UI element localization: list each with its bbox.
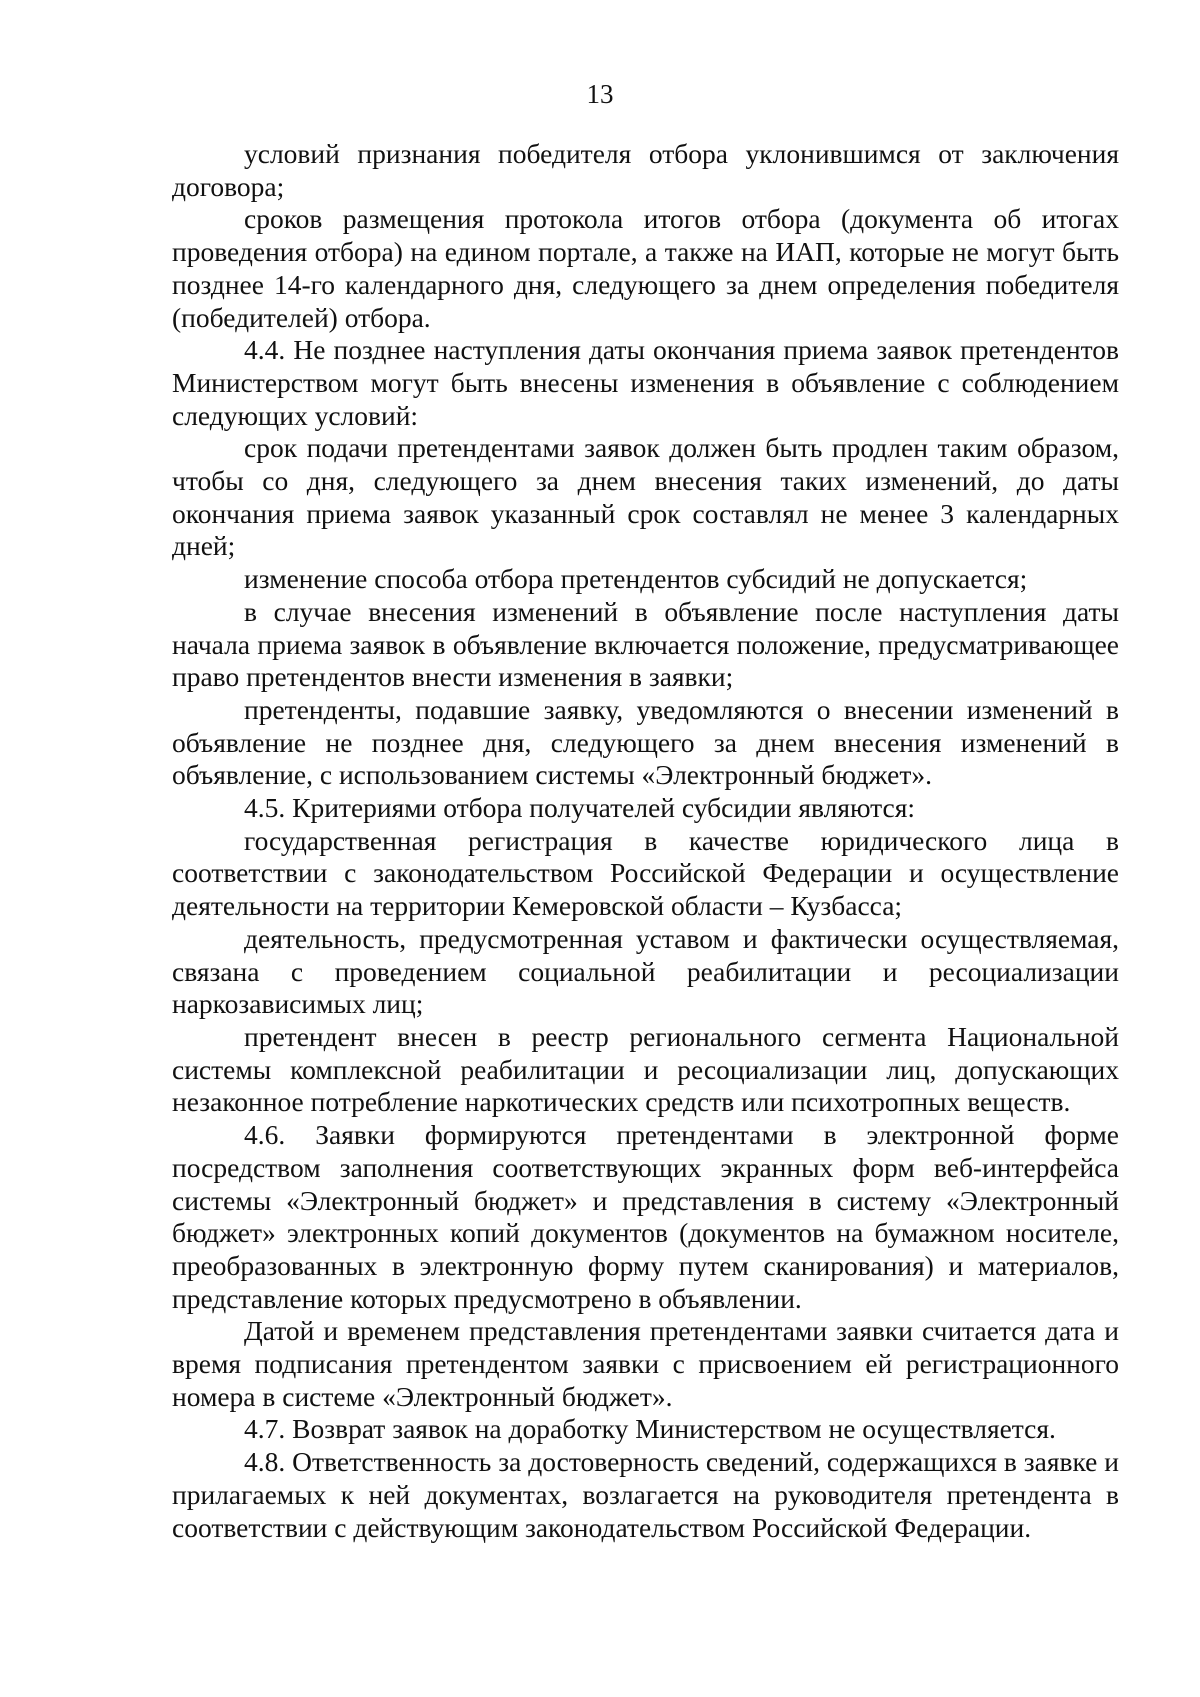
paragraph-protocol-deadlines: сроков размещения протокола итогов отбора (документа об итогах проведения отбора) на едином портале, а также на ИАП, которые не могут быть позднее 14-го календарного дня, следующего за днем определения победителя (победителей) отбора. [172, 203, 1119, 333]
paragraph-submission-date: Датой и временем представления претендентами заявки считается дата и время подписания претендентом заявки с присвоением ей регистрационного номера в системе «Электронный бюджет». [172, 1315, 1119, 1412]
paragraph-submission-extension: срок подачи претендентами заявок должен быть продлен таким образом, чтобы со дня, следующего за днем внесения таких изменений, до даты окончания приема заявок указанный срок составлял не менее 3 календарных дней; [172, 432, 1119, 562]
paragraph-state-registration: государственная регистрация в качестве юридического лица в соответствии с законодательством Российской Федерации и осуществление деятельности на территории Кемеровской области – Кузбасса; [172, 824, 1119, 922]
document-body [172, 138, 1119, 1544]
paragraph-changes-after-start: в случае внесения изменений в объявление после наступления даты начала приема заявок в объявление включается положение, предусматривающее право претендентов внести изменения в заявки; [172, 595, 1119, 693]
paragraph-4-6: 4.6. Заявки формируются претендентами в электронной форме посредством заполнения соответствующих экранных форм веб-интерфейса системы «Электронный бюджет» и представления в систему «Электронный бюджет» электронных копий документов (документов на бумажном носителе, преобразованных в электронную форму путем сканирования) и материалов, представление которых предусмотрено в объявлении. [172, 1119, 1119, 1314]
paragraph-4-8: 4.8. Ответственность за достоверность сведений, содержащихся в заявке и прилагаемых к ней документах, возлагается на руководителя претендента в соответствии с действующим законодательством Российской Федерации. [172, 1446, 1119, 1543]
paragraph-applicant-notification: претенденты, подавшие заявку, уведомляются о внесении изменений в объявление не позднее дня, следующего за днем внесения изменений в объявление, с использованием системы «Электронный бюджет». [172, 693, 1119, 791]
paragraph-4-4: 4.4. Не позднее наступления даты окончания приема заявок претендентов Министерством могут быть внесены изменения в объявление с соблюдением следующих условий: [172, 334, 1119, 431]
paragraph-activity-rehabilitation: деятельность, предусмотренная уставом и фактически осуществляемая, связана с проведением социальной реабилитации и ресоциализации наркозависимых лиц; [172, 922, 1119, 1020]
paragraph-method-change: изменение способа отбора претендентов субсидий не допускается; [244, 563, 1028, 595]
page-number: 13 [586, 79, 614, 109]
paragraph-4-7: 4.7. Возврат заявок на доработку Министерством не осуществляется. [244, 1413, 1056, 1445]
paragraph-registry-entry: претендент внесен в реестр регионального сегмента Национальной системы комплексной реабилитации и ресоциализации лиц, допускающих незаконное потребление наркотических средств или психотропных веществ. [172, 1020, 1119, 1118]
paragraph-4-5: 4.5. Критериями отбора получателей субсидии являются: [244, 792, 916, 824]
paragraph-winner-evasion-conditions: условий признания победителя отбора уклонившимся от заключения договора; [172, 138, 1119, 202]
